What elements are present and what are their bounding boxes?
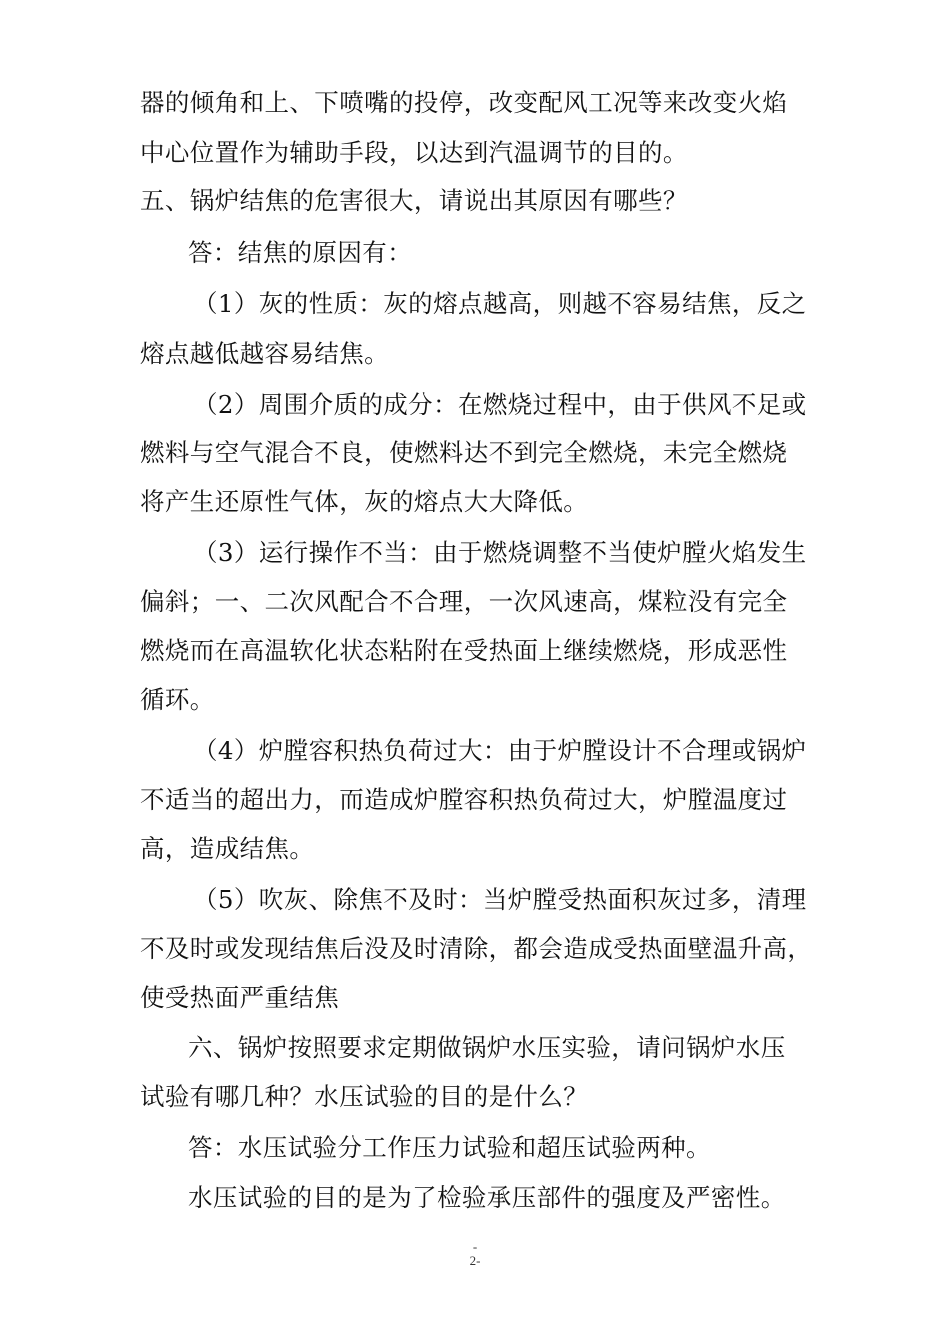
answer-intro: 答：结焦的原因有： bbox=[188, 238, 413, 267]
text-line: 器的倾角和上、下喷嘴的投停，改变配风工况等来改变火焰 bbox=[140, 88, 788, 117]
answer-line: 答：水压试验分工作压力试验和超压试验两种。 bbox=[188, 1133, 711, 1162]
question-heading: 六、锅炉按照要求定期做锅炉水压实验，请问锅炉水压 bbox=[188, 1033, 786, 1062]
question-heading: 五、锅炉结焦的危害很大，请说出其原因有哪些？ bbox=[140, 186, 688, 215]
text-line: （2）周围介质的成分：在燃烧过程中，由于供风不足或 bbox=[193, 390, 807, 419]
page-number-dash: - bbox=[472, 1239, 478, 1254]
text-line: 不适当的超出力，而造成炉膛容积热负荷过大，炉膛温度过 bbox=[140, 785, 788, 814]
text-line: 燃料与空气混合不良，使燃料达不到完全燃烧，未完全燃烧 bbox=[140, 438, 788, 467]
text-line: 燃烧而在高温软化状态粘附在受热面上继续燃烧，形成恶性 bbox=[140, 636, 788, 665]
text-line: （3）运行操作不当：由于燃烧调整不当使炉膛火焰发生 bbox=[193, 538, 807, 567]
answer-line: 水压试验的目的是为了检验承压部件的强度及严密性。 bbox=[188, 1183, 786, 1212]
page-number: 2- bbox=[469, 1253, 481, 1268]
text-line: （4）炉膛容积热负荷过大：由于炉膛设计不合理或锅炉 bbox=[193, 736, 807, 765]
text-line: （5）吹灰、除焦不及时：当炉膛受热面积灰过多，清理 bbox=[193, 885, 807, 914]
text-line: 高，造成结焦。 bbox=[140, 834, 315, 863]
text-line: 使受热面严重结焦 bbox=[140, 983, 340, 1012]
text-line: 将产生还原性气体，灰的熔点大大降低。 bbox=[140, 487, 589, 516]
text-line: （1）灰的性质：灰的熔点越高，则越不容易结焦，反之 bbox=[193, 289, 807, 318]
text-line: 熔点越低越容易结焦。 bbox=[140, 339, 389, 368]
text-line: 试验有哪几种？水压试验的目的是什么？ bbox=[140, 1082, 589, 1111]
text-line: 中心位置作为辅助手段，以达到汽温调节的目的。 bbox=[140, 138, 688, 167]
text-line: 不及时或发现结焦后没及时清除，都会造成受热面壁温升高， bbox=[140, 934, 813, 963]
text-line: 循环。 bbox=[140, 685, 215, 714]
text-line: 偏斜；一、二次风配合不合理，一次风速高，煤粒没有完全 bbox=[140, 587, 788, 616]
